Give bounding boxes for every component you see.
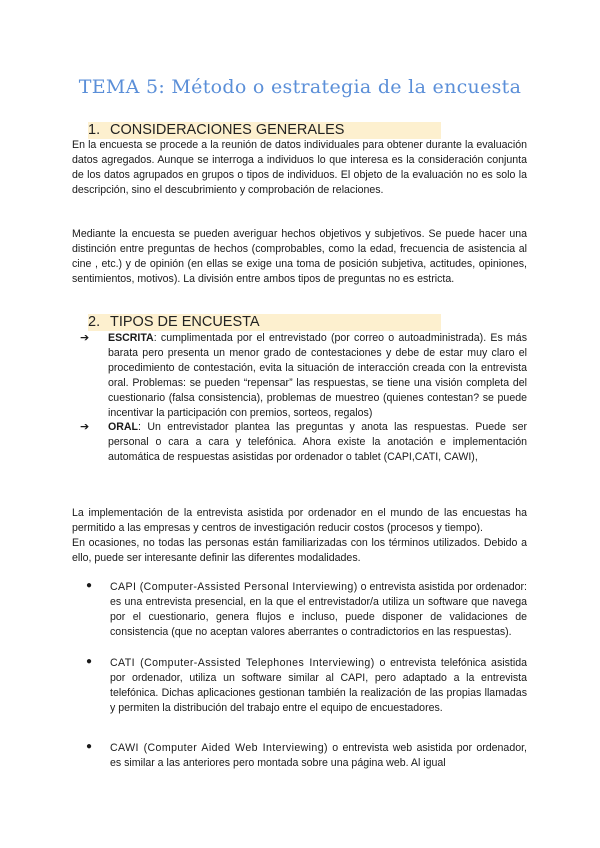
section-title: TIPOS DE ENCUESTA xyxy=(110,314,260,330)
type-name: ESCRITA xyxy=(108,332,154,344)
arrow-icon: ➔ xyxy=(80,421,90,433)
type-description: : Un entrevistador plantea las preguntas y anota las respuestas. Puede ser personal o cara a cara y telefónica. Ahora existe la anotación e implementación automática de respuestas asistidas por ordenador o tablet (CAPI,CATI, CAWI), xyxy=(108,421,527,463)
section-number: 1. xyxy=(88,122,101,138)
arrow-icon: ➔ xyxy=(80,332,90,344)
section-heading-tipos xyxy=(88,314,441,331)
section-title: CONSIDERACIONES GENERALES xyxy=(110,122,345,138)
modality-term: CAWI (Computer Aided Web Interviewing) xyxy=(110,742,328,754)
modality-description: o entrevista telefónica asistida por ordenador, utiliza un software similar al CAPI, pero adaptado a la entrevista telefónica. Dichas aplicaciones gestionan también la realización de las propias llamadas y permiten la distribución del trabajo entre el equipo de encuestadores. xyxy=(110,657,527,714)
type-description: : cumplimentada por el entrevistado (por correo o autoadministrada). Es más barata pero presenta un menor grado de contestaciones y debe de estar muy claro el procedimiento de contestación, evita la situación de interacción creada con la entrevista oral. Problemas: se pueden “repensar” las respuestas, se tiene una visión completa del cuestionario (falsa consistencia), problemas de muestreo (quienes contestan? se puede incentivar la participación con premios, sorteos, regalos) xyxy=(108,332,527,419)
paragraph-implementacion: La implementación de la entrevista asistida por ordenador en el mundo de las encuestas ha permitido a las empresas y centros de investigación reducir costos (procesos y tiempo). xyxy=(72,507,527,534)
section-heading-consideraciones xyxy=(88,122,441,139)
paragraph-intro: En la encuesta se procede a la reunión de datos individuales para obtener durante la evaluación datos agregados. Aunque se interroga a individuos lo que interesa es la consideración conjunta de los datos agrupados en grupos o tipos de individuos. El objeto de la evaluación no es solo la descripción, sino el descubrimiento y comprobación de relaciones. xyxy=(72,139,527,196)
modality-description: o entrevista web asistida por ordenador, es similar a las anteriores pero montada sobre una página web. Al igual xyxy=(110,742,527,769)
bullet-icon: ● xyxy=(86,580,93,591)
type-name: ORAL xyxy=(108,421,139,433)
document-title: TEMA 5: Método o estrategia de la encuesta xyxy=(78,76,522,98)
bullet-icon: ● xyxy=(86,656,93,667)
modality-description: o entrevista asistida por ordenador: es una entrevista presencial, en la que el entrevistador/a utiliza un software que navega por el cuestionario, genera flujos e incluso, puede disponer de validaciones de consistencia (que no aceptan valores aberrantes o contradictorios en las respuestas). xyxy=(110,581,527,638)
paragraph-modalidades: En ocasiones, no todas las personas están familiarizadas con los términos utilizados. Debido a ello, puede ser interesante definir las diferentes modalidades. xyxy=(72,537,527,564)
section-number: 2. xyxy=(88,314,101,330)
modality-term: CATI (Computer-Assisted Telephones Interviewing) xyxy=(110,657,375,669)
paragraph-hechos-opinion: Mediante la encuesta se pueden averiguar hechos objetivos y subjetivos. Se puede hacer una distinción entre preguntas de hechos (comprobables, como la edad, frecuencia de asistencia al cine , etc.) y de opinión (en ellas se exige una toma de posición subjetiva, actitudes, opiniones, sentimientos, motivos). La división entre ambos tipos de preguntas no es estricta. xyxy=(72,228,527,285)
modality-term: CAPI (Computer-Assisted Personal Interviewing) xyxy=(110,581,358,593)
bullet-icon: ● xyxy=(86,741,93,752)
